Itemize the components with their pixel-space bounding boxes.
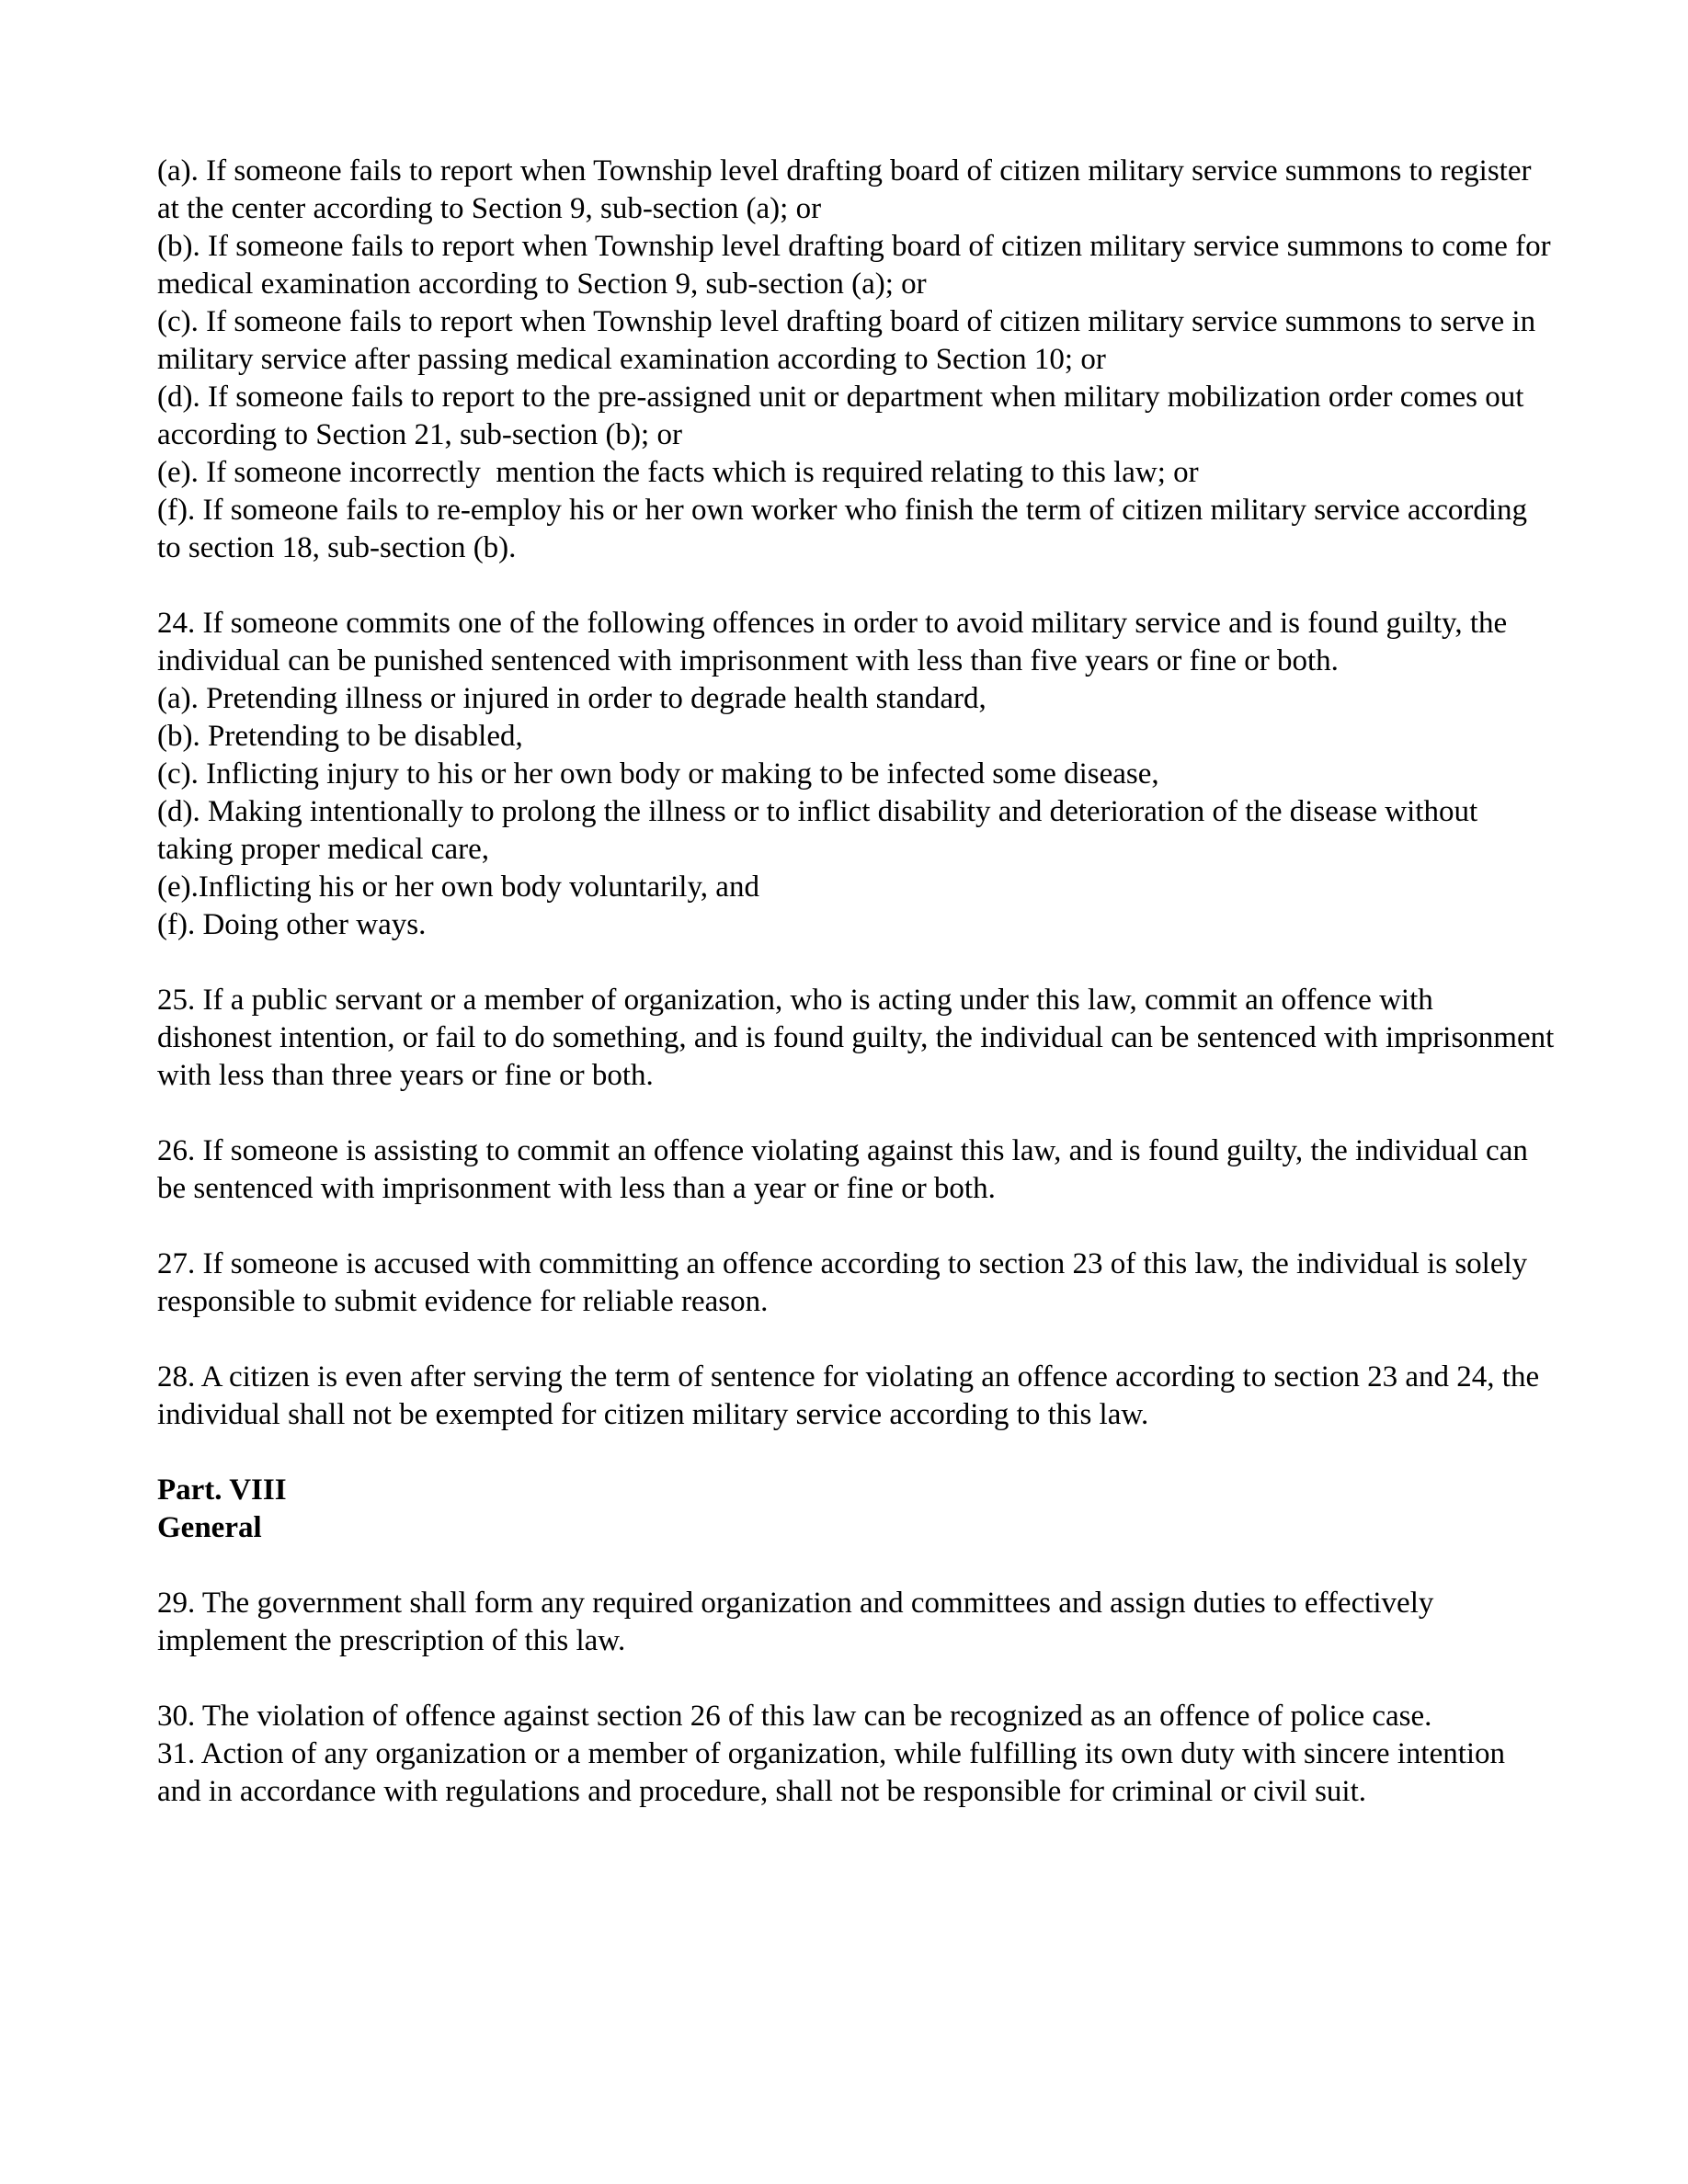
section-27-text: 27. If someone is accused with committing an offence according to section 23 of this law, the individual is solely responsible to submit evidence for reliable reason.: [157, 1247, 1535, 1318]
section-30-text: 30. The violation of offence against section 26 of this law can be recognized as an offence of police case.: [157, 1700, 1432, 1733]
section-26: [157, 1132, 1555, 1208]
section-28-text: 28. A citizen is even after serving the term of sentence for violating an offence according to section 23 and 24, the individual shall not be exempted for citizen military service according to this law.: [157, 1360, 1547, 1431]
section-24-item-d: (d). Making intentionally to prolong the illness or to inflict disability and deterioration of the disease without taking proper medical care,: [157, 795, 1486, 866]
subsection-a: (a). If someone fails to report when Township level drafting board of citizen military service summons to register at the center according to Section 9, sub-section (a); or: [157, 154, 1539, 225]
subsection-e: (e). If someone incorrectly mention the facts which is required relating to this law; or: [157, 456, 1199, 489]
section-24-text: 24. If someone commits one of the following offences in order to avoid military service and is found guilty, the individual can be punished sentenced with imprisonment with less than five years or fine or both.: [157, 607, 1515, 677]
section-27: [157, 1246, 1555, 1321]
subsection-c: (c). If someone fails to report when Township level drafting board of citizen military service summons to serve in military service after passing medical examination according to Section 10; or: [157, 305, 1544, 376]
section-31-text: 31. Action of any organization or a member of organization, while fulfilling its own duty with sincere intention and in accordance with regulations and procedure, shall not be responsible for criminal or civil suit.: [157, 1737, 1513, 1808]
part-title: General: [157, 1511, 262, 1544]
subsection-d: (d). If someone fails to report to the pre-assigned unit or department when military mobilization order comes out according to Section 21, sub-section (b); or: [157, 381, 1532, 451]
section-24-item-c: (c). Inflicting injury to his or her own body or making to be infected some disease,: [157, 757, 1159, 791]
section-24-item-a: (a). Pretending illness or injured in order to degrade health standard,: [157, 682, 987, 715]
part-heading: [157, 1472, 1555, 1547]
section-28: [157, 1359, 1555, 1434]
section-24-item-b: (b). Pretending to be disabled,: [157, 720, 523, 753]
section-24-item-e: (e).Inflicting his or her own body voluntarily, and: [157, 870, 759, 904]
section-24-item-f: (f). Doing other ways.: [157, 908, 427, 941]
section-23-subsections: [157, 153, 1558, 567]
document-page: [157, 153, 1562, 1848]
section-24: [157, 605, 1555, 944]
section-25-text: 25. If a public servant or a member of organization, who is acting under this law, commit an offence with dishonest intention, or fail to do something, and is found guilty, the individual can be sentenced with imprisonment with less than three years or fine or both.: [157, 984, 1562, 1092]
section-26-text: 26. If someone is assisting to commit an offence violating against this law, and is found guilty, the individual can be sentenced with imprisonment with less than a year or fine or both.: [157, 1134, 1536, 1205]
section-29: [157, 1585, 1555, 1660]
subsection-b: (b). If someone fails to report when Township level drafting board of citizen military service summons to come for medical examination according to Section 9, sub-section (a); or: [157, 230, 1558, 301]
part-number: Part. VIII: [157, 1473, 287, 1507]
subsection-f: (f). If someone fails to re-employ his or her own worker who finish the term of citizen military service according to section 18, sub-section (b).: [157, 494, 1535, 564]
section-25: [157, 982, 1562, 1095]
section-29-text: 29. The government shall form any required organization and committees and assign duties to effectively implement the prescription of this law.: [157, 1587, 1442, 1657]
sections-30-31: [157, 1698, 1555, 1811]
